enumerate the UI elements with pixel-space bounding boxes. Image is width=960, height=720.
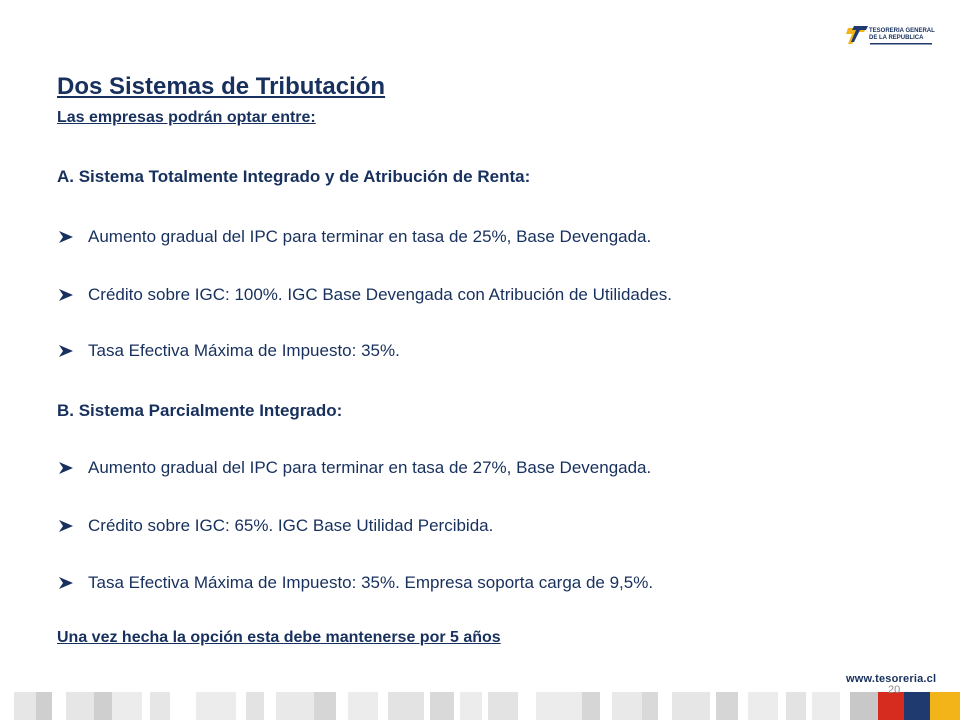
closing-note: Una vez hecha la opción esta debe mantenerse por 5 años — [57, 629, 501, 646]
logo-text-line2: DE LA REPUBLICA — [869, 35, 924, 41]
arrow-bullet-icon — [57, 519, 75, 533]
section-b-heading: B. Sistema Parcialmente Integrado: — [57, 401, 343, 420]
slide-subtitle: Las empresas podrán optar entre: — [57, 109, 316, 126]
bullet-text: Crédito sobre IGC: 100%. IGC Base Devengada con Atribución de Utilidades. — [88, 285, 672, 304]
bullet-text: Tasa Efectiva Máxima de Impuesto: 35%. — [88, 341, 400, 360]
slide-content — [57, 72, 937, 128]
arrow-bullet-icon — [57, 288, 75, 302]
arrow-bullet-icon — [57, 344, 75, 358]
arrow-bullet-icon — [57, 461, 75, 475]
list-item — [57, 458, 651, 478]
arrow-bullet-icon — [57, 576, 75, 590]
slide-title: Dos Sistemas de Tributación — [57, 73, 386, 100]
bullet-text: Aumento gradual del IPC para terminar en tasa de 27%, Base Devengada. — [88, 458, 652, 477]
bullet-text: Crédito sobre IGC: 65%. IGC Base Utilidad Percibida. — [88, 516, 494, 535]
logo-text-line1: TESORERIA GENERAL — [869, 28, 935, 34]
list-item — [57, 227, 651, 247]
list-item — [57, 341, 400, 361]
section-a-heading: A. Sistema Totalmente Integrado y de Atribución de Renta: — [57, 167, 531, 186]
website-url: www.tesoreria.cl — [846, 673, 937, 685]
bullet-text: Tasa Efectiva Máxima de Impuesto: 35%. Empresa soporta carga de 9,5%. — [88, 573, 654, 592]
logo-text — [869, 28, 935, 42]
bullet-text: Aumento gradual del IPC para terminar en tasa de 25%, Base Devengada. — [88, 227, 652, 246]
arrow-bullet-icon — [57, 230, 75, 244]
page-number: 20 — [888, 684, 901, 696]
decorative-color-strip — [0, 690, 960, 720]
list-item — [57, 516, 493, 536]
list-item — [57, 573, 653, 593]
list-item — [57, 285, 672, 305]
